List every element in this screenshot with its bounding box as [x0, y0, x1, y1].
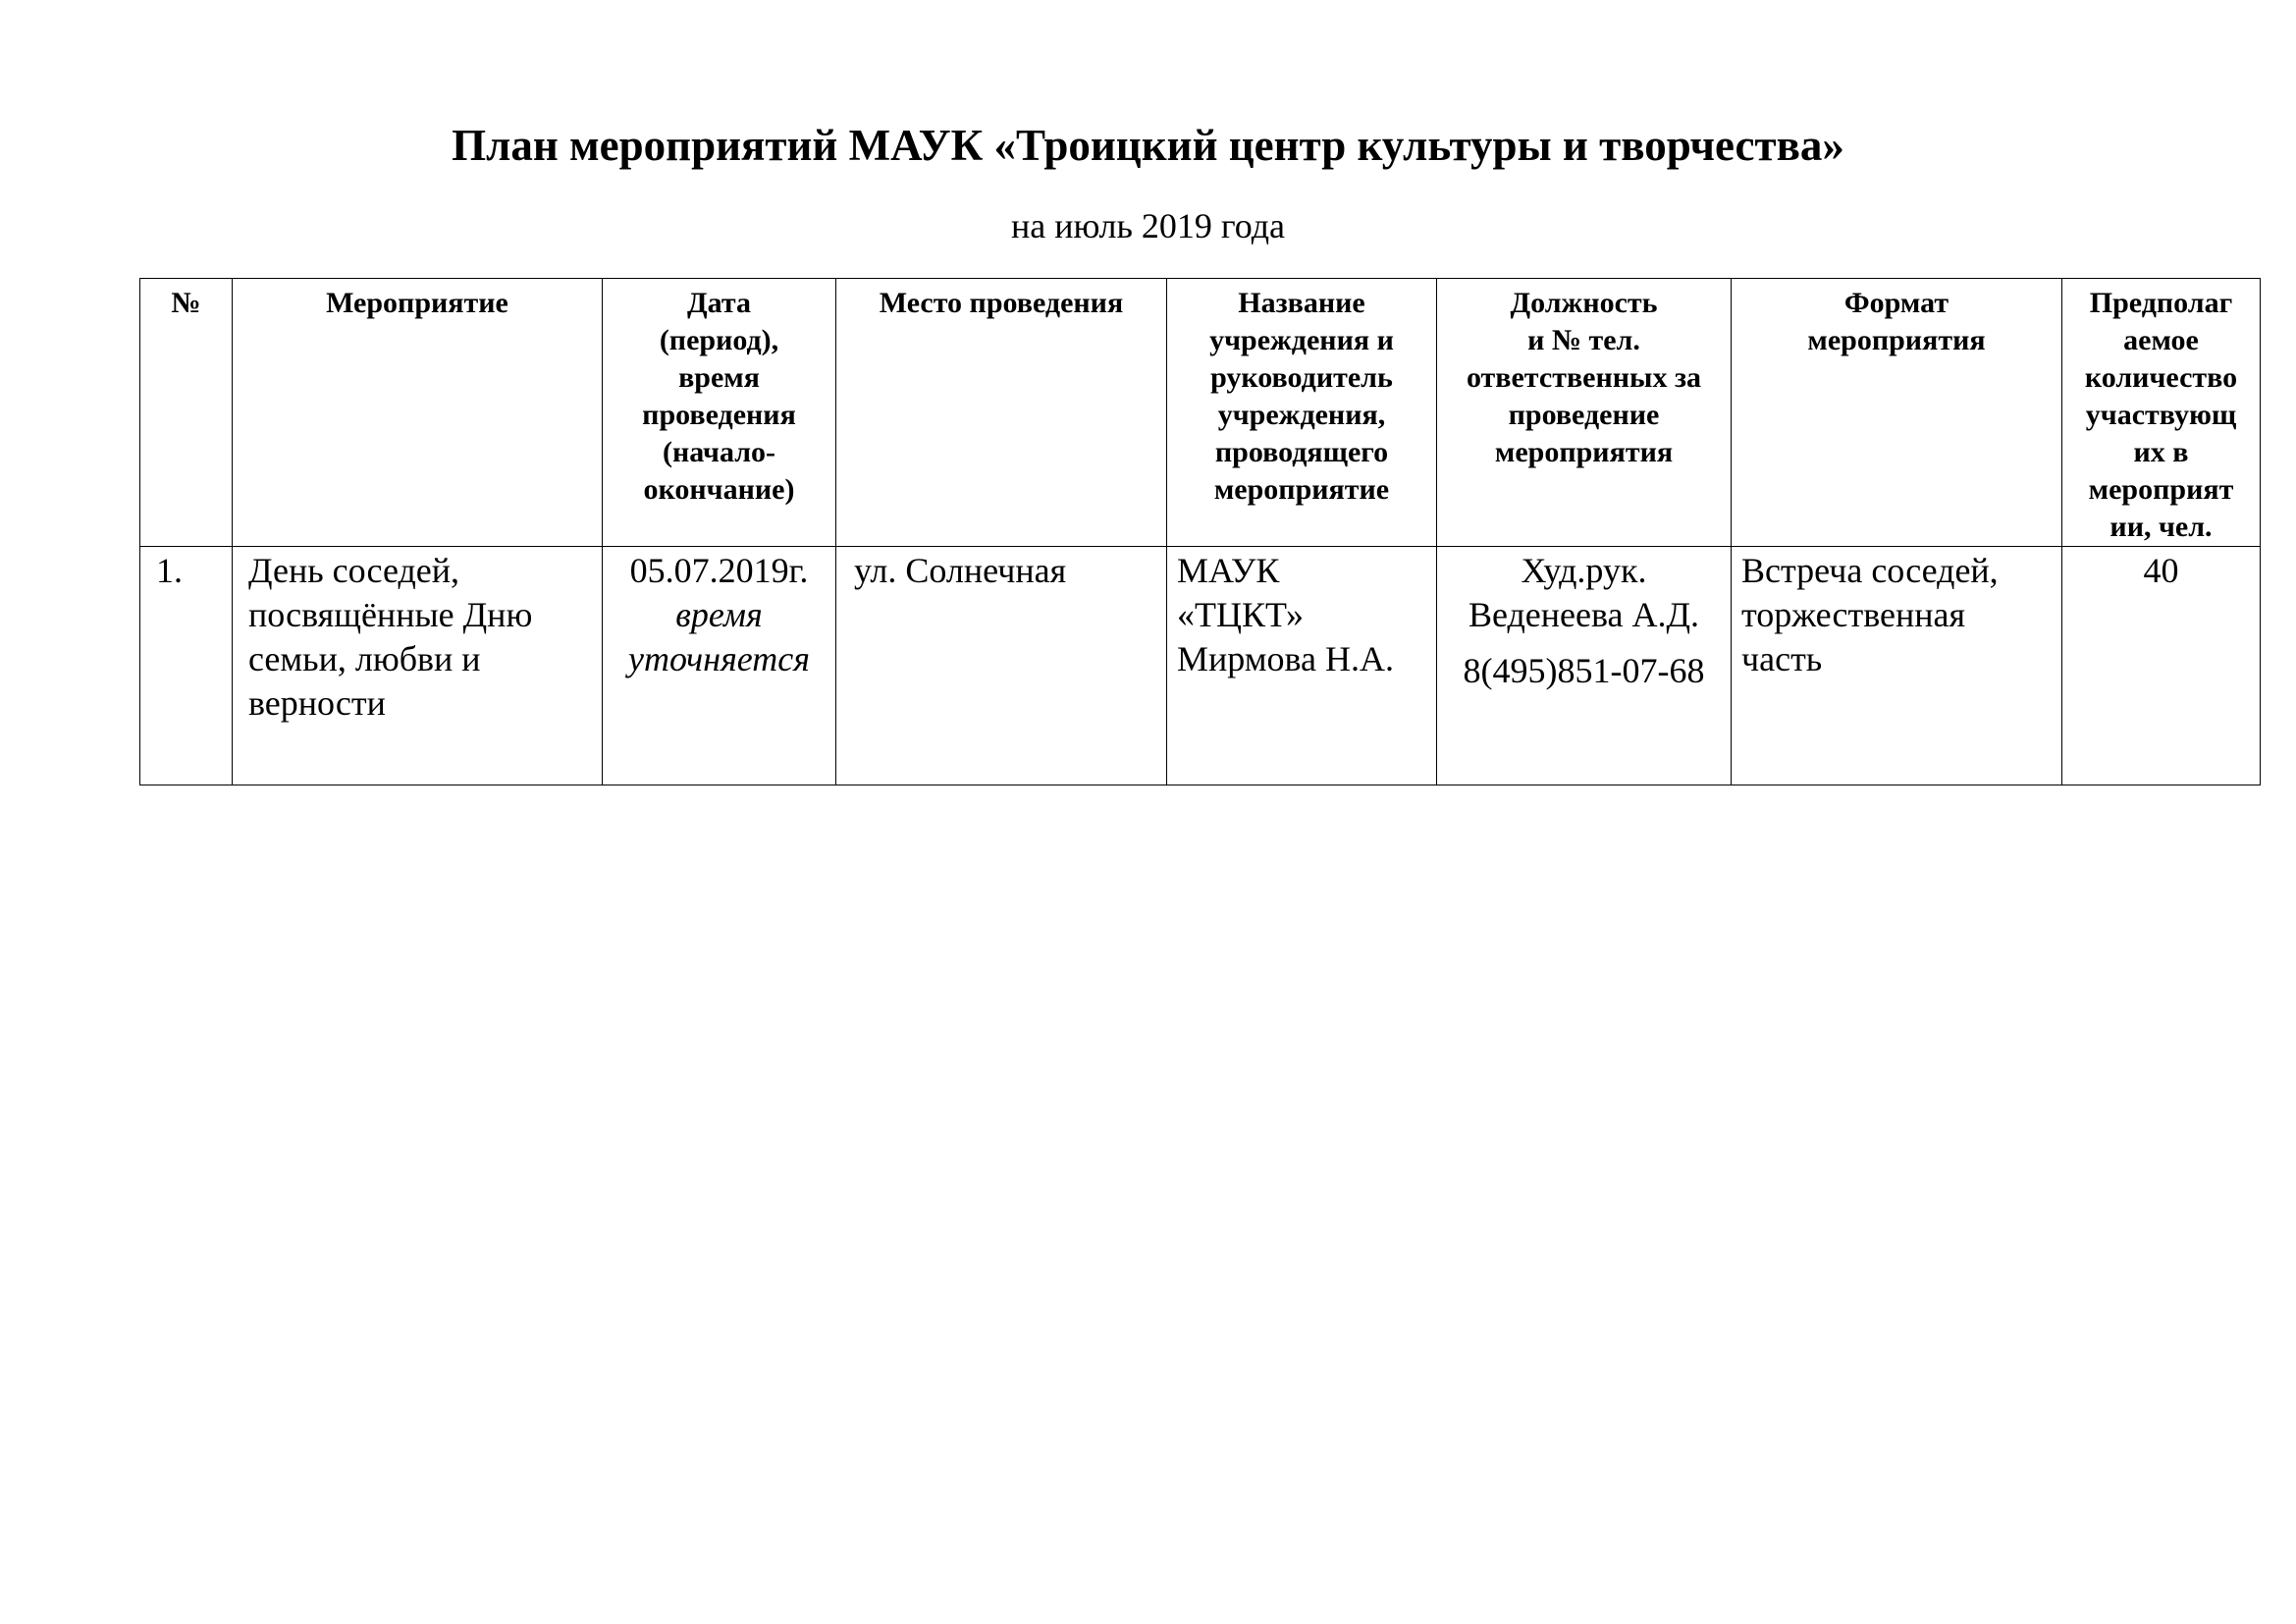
header-date-line: окончание) [643, 473, 795, 506]
header-date-line: (начало- [662, 436, 776, 468]
event-line: посвящённые Дню [248, 595, 533, 634]
header-count-line: ии, чел. [2109, 511, 2213, 543]
responsible-phone: 8(495)851-07-68 [1463, 651, 1705, 690]
events-plan-table [139, 278, 2261, 785]
event-line: верности [248, 683, 386, 723]
header-date-line: проведения [642, 399, 796, 431]
event-line: семьи, любви и [248, 639, 481, 678]
header-date-line: (период), [659, 324, 779, 356]
event-time-line: время [675, 595, 763, 634]
header-responsible-line: Должность [1510, 287, 1658, 319]
participant-count: 40 [2143, 551, 2179, 590]
document-title: План мероприятий МАУК «Троицкий центр культуры и творчества» [452, 121, 1844, 170]
header-number [140, 279, 233, 547]
cell-date [603, 547, 836, 785]
header-responsible-line: ответственных за [1466, 361, 1702, 394]
table-row [140, 547, 2261, 785]
event-time-line: уточняется [627, 639, 811, 678]
header-organization-line: Название [1238, 287, 1365, 319]
header-count-line: мероприят [2088, 473, 2234, 506]
header-place [836, 279, 1167, 547]
responsible-line: Веденеева А.Д. [1468, 595, 1700, 634]
table-header-row [140, 279, 2261, 547]
format-line: Встреча соседей, [1741, 551, 1999, 590]
responsible-line: Худ.рук. [1521, 551, 1647, 590]
header-organization-line: руководитель [1210, 361, 1393, 394]
cell-number [140, 547, 233, 785]
header-count-line: Предполаг [2089, 287, 2233, 319]
header-count-line: аемое [2123, 324, 2199, 356]
format-line: часть [1741, 639, 1823, 678]
header-format-line: мероприятия [1807, 324, 1986, 356]
header-responsible-line: проведение [1508, 399, 1660, 431]
header-organization-line: учреждения и [1209, 324, 1394, 356]
organization-line: «ТЦКТ» [1177, 595, 1305, 634]
cell-event [233, 547, 603, 785]
header-event [233, 279, 603, 547]
header-format-line: Формат [1843, 287, 1949, 319]
cell-organization [1167, 547, 1437, 785]
cell-responsible [1437, 547, 1732, 785]
header-number-label: № [171, 287, 201, 319]
header-responsible-line: мероприятия [1494, 436, 1674, 468]
header-organization-line: проводящего [1214, 436, 1389, 468]
event-line: День соседей, [248, 551, 460, 590]
format-line: торжественная [1741, 595, 1966, 634]
header-responsible [1437, 279, 1732, 547]
header-event-label: Мероприятие [326, 287, 508, 319]
cell-participant-count [2062, 547, 2261, 785]
header-place-label: Место проведения [879, 287, 1124, 319]
row-number: 1. [156, 551, 183, 590]
header-count-line: количество [2084, 361, 2238, 394]
header-responsible-line: и № тел. [1527, 324, 1640, 356]
cell-format [1732, 547, 2062, 785]
header-participant-count [2062, 279, 2261, 547]
header-format [1732, 279, 2062, 547]
header-count-line: их в [2133, 436, 2189, 468]
header-count-line: участвующ [2085, 399, 2237, 431]
organization-line: Мирмова Н.А. [1177, 639, 1395, 678]
event-place: ул. Солнечная [854, 551, 1067, 590]
header-organization-line: учреждения, [1217, 399, 1386, 431]
header-organization-line: мероприятие [1213, 473, 1390, 506]
organization-line: МАУК [1177, 551, 1280, 590]
header-date-line: Дата [687, 287, 751, 319]
document-subtitle: на июль 2019 года [1010, 206, 1286, 245]
header-date-line: время [678, 361, 760, 394]
header-date [603, 279, 836, 547]
cell-place [836, 547, 1167, 785]
event-date: 05.07.2019г. [629, 551, 809, 590]
header-organization [1167, 279, 1437, 547]
